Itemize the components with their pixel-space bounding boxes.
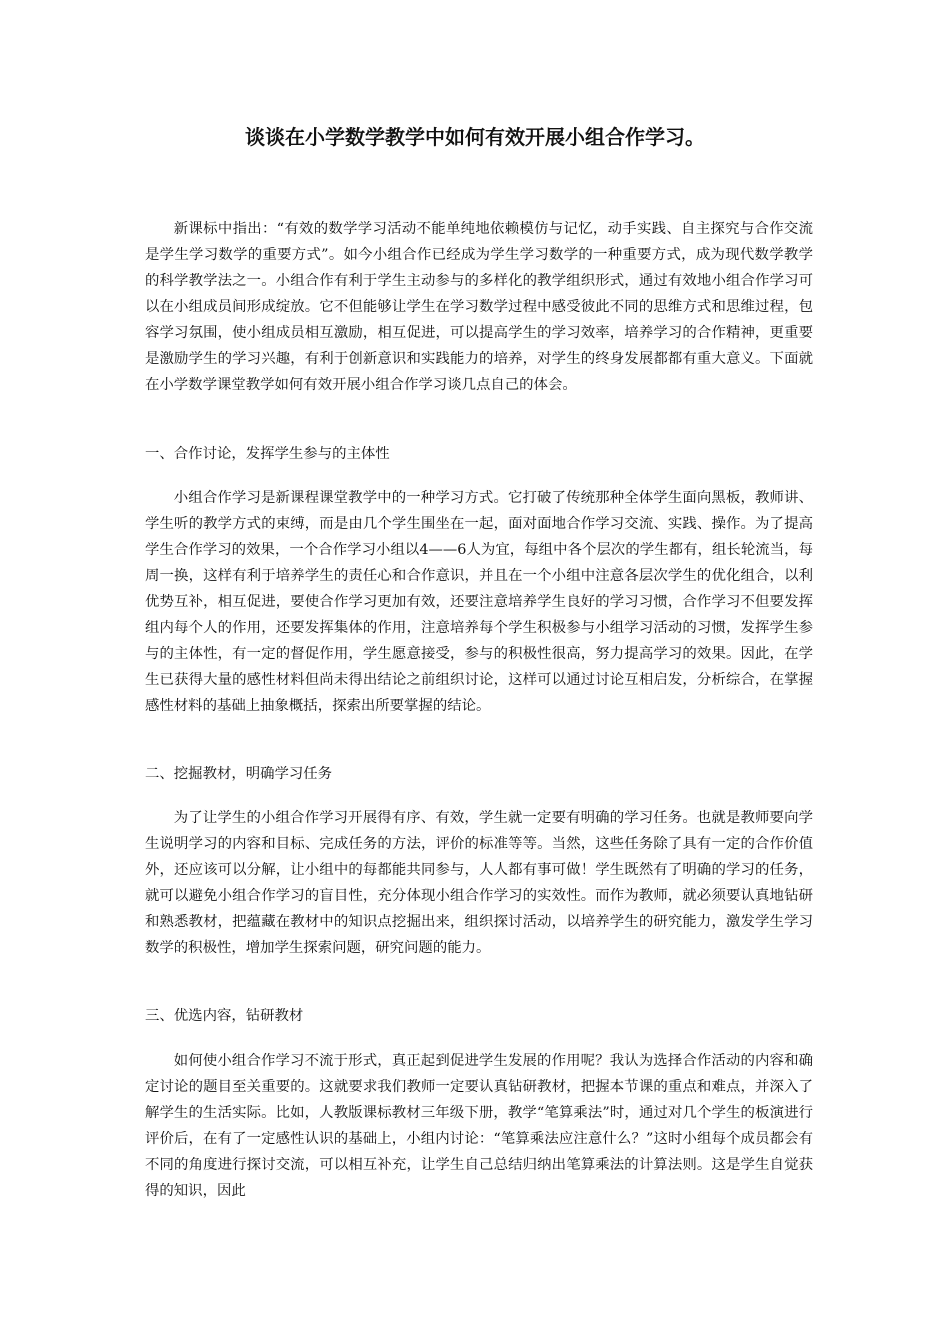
intro-paragraph: 新课标中指出：“有效的数学学习活动不能单纯地依赖模仿与记忆，动手实践、自主探究与合作交流是学生学习数学的重要方式”。如今小组合作已经成为学生学习数学的一种重要方式，成为现代数学教学的科学教学法之一。小组合作有利于学生主动参与的多样化的教学组织形式，通过有效地小组合作学习可以在小组成员间形成绽放。它不但能够让学生在学习数学过程中感受彼此不同的思维方式和思维过程，包容学习氛围，使小组成员相互激励，相互促进，可以提高学生的学习效率，培养学习的合作精神，更重要是激励学生的学习兴趣，有利于创新意识和实践能力的培养，对学生的终身发展都都有重大意义。下面就在小学数学课堂教学如何有效开展小组合作学习谈几点自己的体会。 xyxy=(145,221,813,393)
page-title: 谈谈在小学数学教学中如何有效开展小组合作学习。 xyxy=(245,125,705,149)
section-paragraph-1: 小组合作学习是新课程课堂教学中的一种学习方式。它打破了传统那种全体学生面向黑板，教师讲、学生听的教学方式的束缚，而是由几个学生围坐在一起，面对面地合作学习交流、实践、操作。为了提高学生合作学习的效果，一个合作学习小组以4——6人为宜，每组中各个层次的学生都有，组长轮流当，每周一换，这样有利于培养学生的责任心和合作意识，并且在一个小组中注意各层次学生的优化组合，以利优势互补，相互促进，要使合作学习更加有效，还要注意培养学生良好的学习习惯，合作学习不但要发挥组内每个人的作用，还要发挥集体的作用，注意培养每个学生积极参与小组学习活动的习惯，发挥学生参与的主体性，有一定的督促作用，学生愿意接受，参与的积极性很高，努力提高学习的效果。因此，在学生已获得大量的感性材料但尚未得出结论之前组织讨论，这样可以通过讨论互相启发，分析综合，在掌握感性材料的基础上抽象概括，探索出所要掌握的结论。 xyxy=(145,490,813,714)
section-heading-3: 三、优选内容，钻研教材 xyxy=(145,1008,304,1024)
section-heading-2: 二、挖掘教材，明确学习任务 xyxy=(145,766,333,782)
section-paragraph-2: 为了让学生的小组合作学习开展得有序、有效，学生就一定要有明确的学习任务。也就是教师要向学生说明学习的内容和目标、完成任务的方法，评价的标准等等。当然，这些任务除了具有一定的合作价值外，还应该可以分解，让小组中的每都能共同参与，人人都有事可做！学生既然有了明确的学习的任务，就可以避免小组合作学习的盲目性，充分体现小组合作学习的实效性。而作为教师，就必须要认真地钻研和熟悉教材，把蕴藏在教材中的知识点挖掘出来，组织探讨活动，以培养学生的研究能力，激发学生学习数学的积极性，增加学生探索问题，研究问题的能力。 xyxy=(145,810,813,956)
section-paragraph-3: 如何使小组合作学习不流于形式，真正起到促进学生发展的作用呢？我认为选择合作活动的内容和确定讨论的题目至关重要的。这就要求我们教师一定要认真钻研教材，把握本节课的重点和难点，并深入了解学生的生活实际。比如，人教版课标教材三年级下册，教学“笔算乘法”时，通过对几个学生的板演进行评价后，在有了一定感性认识的基础上，小组内讨论：“笔算乘法应注意什么？”这时小组每个成员都会有不同的角度进行探讨交流，可以相互补充，让学生自己总结归纳出笔算乘法的计算法则。这是学生自觉获得的知识，因此 xyxy=(145,1053,813,1199)
section-heading-1: 一、合作讨论，发挥学生参与的主体性 xyxy=(145,446,390,462)
